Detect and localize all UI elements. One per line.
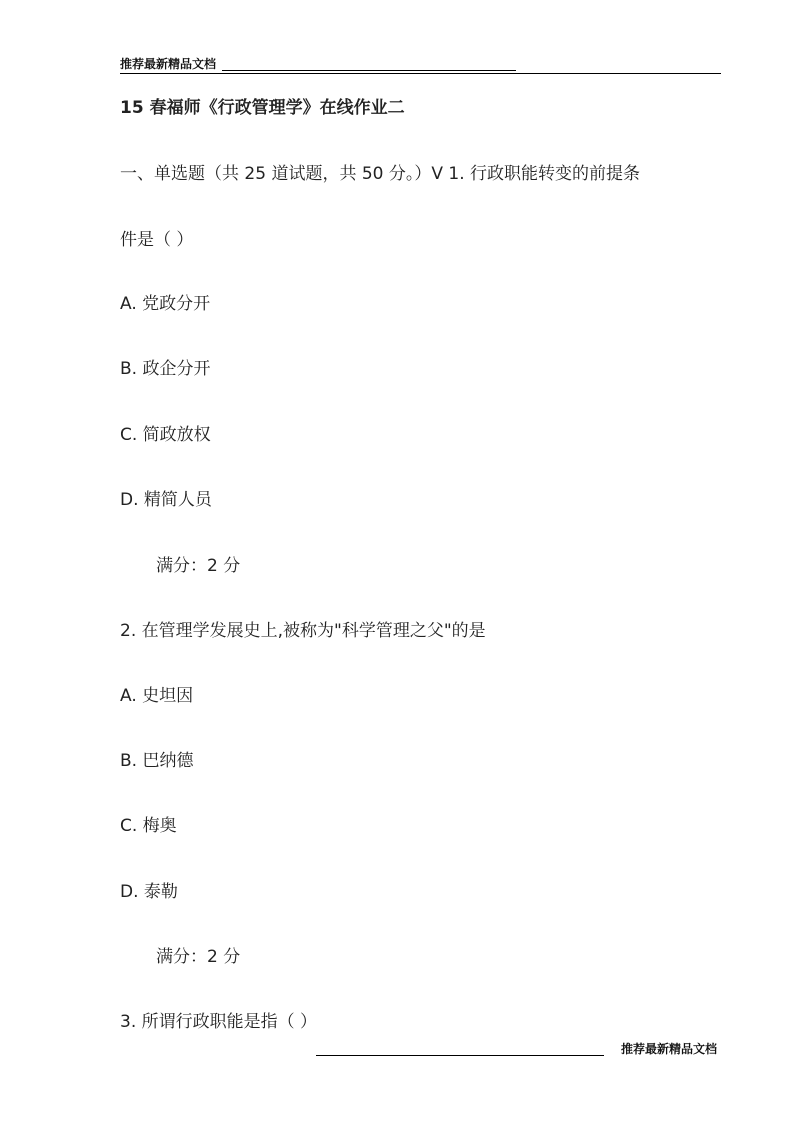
- footer-underline: [316, 1055, 604, 1056]
- section-heading-question-1: 一、单选题（共 25 道试题，共 50 分。）V 1. 行政职能转变的前提条: [120, 164, 641, 184]
- q1-option-b: B. 政企分开: [120, 359, 211, 379]
- q1-option-c: C. 简政放权: [120, 425, 211, 445]
- q2-score: 满分：2 分: [156, 947, 241, 967]
- question-3: 3. 所谓行政职能是指（ ）: [120, 1012, 318, 1032]
- footer-label: 推荐最新精品文档: [621, 1042, 718, 1056]
- q1-option-d: D. 精简人员: [120, 490, 212, 510]
- header-rule: [120, 73, 721, 74]
- q1-score: 满分：2 分: [156, 556, 241, 576]
- q2-option-a: A. 史坦因: [120, 686, 194, 706]
- q2-option-d: D. 泰勒: [120, 882, 178, 902]
- q2-option-c: C. 梅奥: [120, 816, 177, 836]
- question-2: 2. 在管理学发展史上,被称为"科学管理之父"的是: [120, 621, 486, 641]
- q1-option-a: A. 党政分开: [120, 294, 211, 314]
- document-title: 15 春福师《行政管理学》在线作业二: [120, 98, 405, 118]
- q2-option-b: B. 巴纳德: [120, 751, 194, 771]
- header-underline: [222, 70, 516, 71]
- header-label: 推荐最新精品文档: [120, 57, 217, 71]
- question-1-continuation: 件是（ ）: [120, 230, 194, 250]
